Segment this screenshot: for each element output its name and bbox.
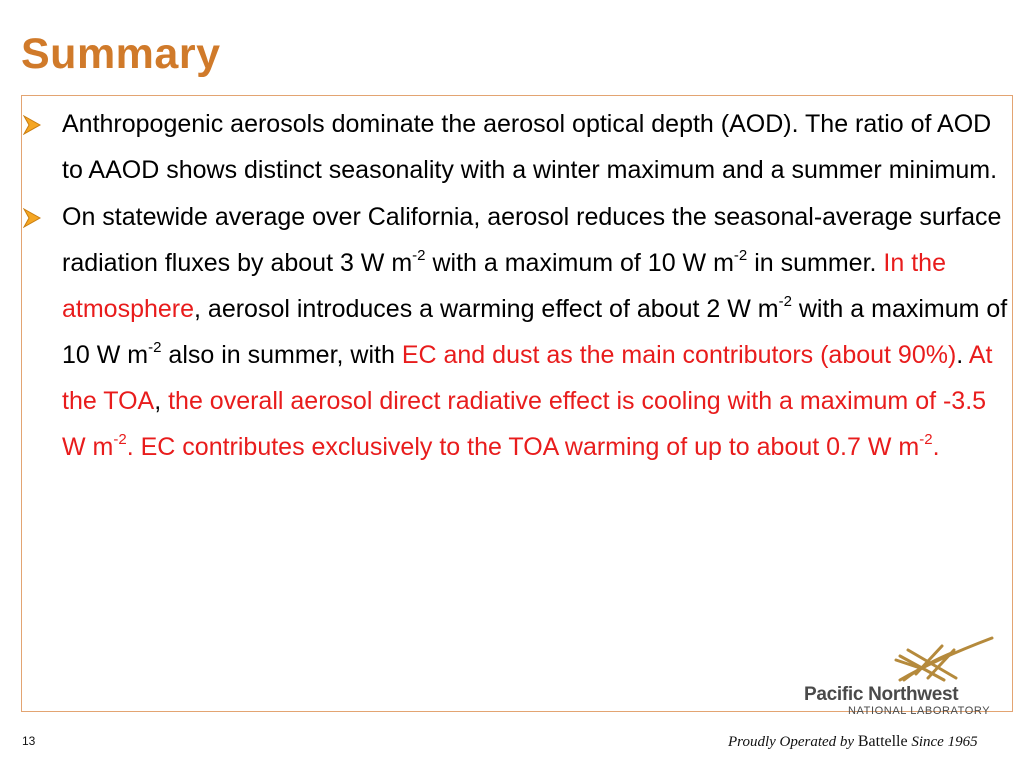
superscript: -2 [148,338,162,356]
pnnl-logo [804,634,996,718]
highlight-ec-warming: . EC contributes exclusively to the TOA warming of up to about 0.7 W m [126,433,920,461]
highlight-atmosphere: In the atmosphere [62,249,946,323]
bullet-text-aod: Anthropogenic aerosols dominate the aerosol optical depth (AOD). The ratio of AOD to AAOD shows distinct seasonality with a winter maximum and a summer minimum. [62,110,998,184]
arrow-bullet-icon [23,208,41,228]
highlight-cooling: the overall aerosol direct radiative effect is cooling with a maximum of -3.5 W m [62,387,987,461]
tagline-brand: Battelle [857,733,908,750]
bullet-text-part: On statewide average over California, aerosol reduces the seasonal-average surface radiation fluxes by about 3 W m [62,203,1002,277]
slide-title: Summary [21,30,221,78]
page-number: 13 [22,734,36,748]
bullet-text-part: with a maximum of 10 W m [425,249,734,277]
bullet-text-part: with a maximum of 10 W m [62,295,1008,369]
bullet-item-aod [23,101,1013,193]
bullet-text-part: also in summer, with [161,341,402,369]
pnnl-logo-mark-icon [804,634,996,684]
arrow-bullet-icon [23,115,41,135]
bullet-text-part: , [154,387,169,415]
bullet-text-part: in summer. [747,249,884,277]
bullet-list [23,101,1013,471]
tagline-prefix: Proudly Operated by [728,734,858,750]
bullet-text-part: . [956,341,969,369]
superscript: -2 [733,246,748,264]
tagline-suffix: Since 1965 [907,734,978,750]
bullet-item-radiation [23,194,1013,470]
logo-text-secondary: NATIONAL LABORATORY [848,705,991,717]
superscript: -2 [412,246,426,264]
highlight-toa: At the TOA [62,341,993,415]
superscript: -2 [919,430,933,448]
superscript: -2 [113,430,127,448]
bullet-text-part: , aerosol introduces a warming effect of about 2 W m [194,295,779,323]
superscript: -2 [778,292,792,310]
footer-tagline [728,733,978,751]
highlight-period: . [932,433,940,461]
logo-text-primary: Pacific Northwest [804,684,959,705]
highlight-contributors: EC and dust as the main contributors (about 90%) [401,341,957,369]
